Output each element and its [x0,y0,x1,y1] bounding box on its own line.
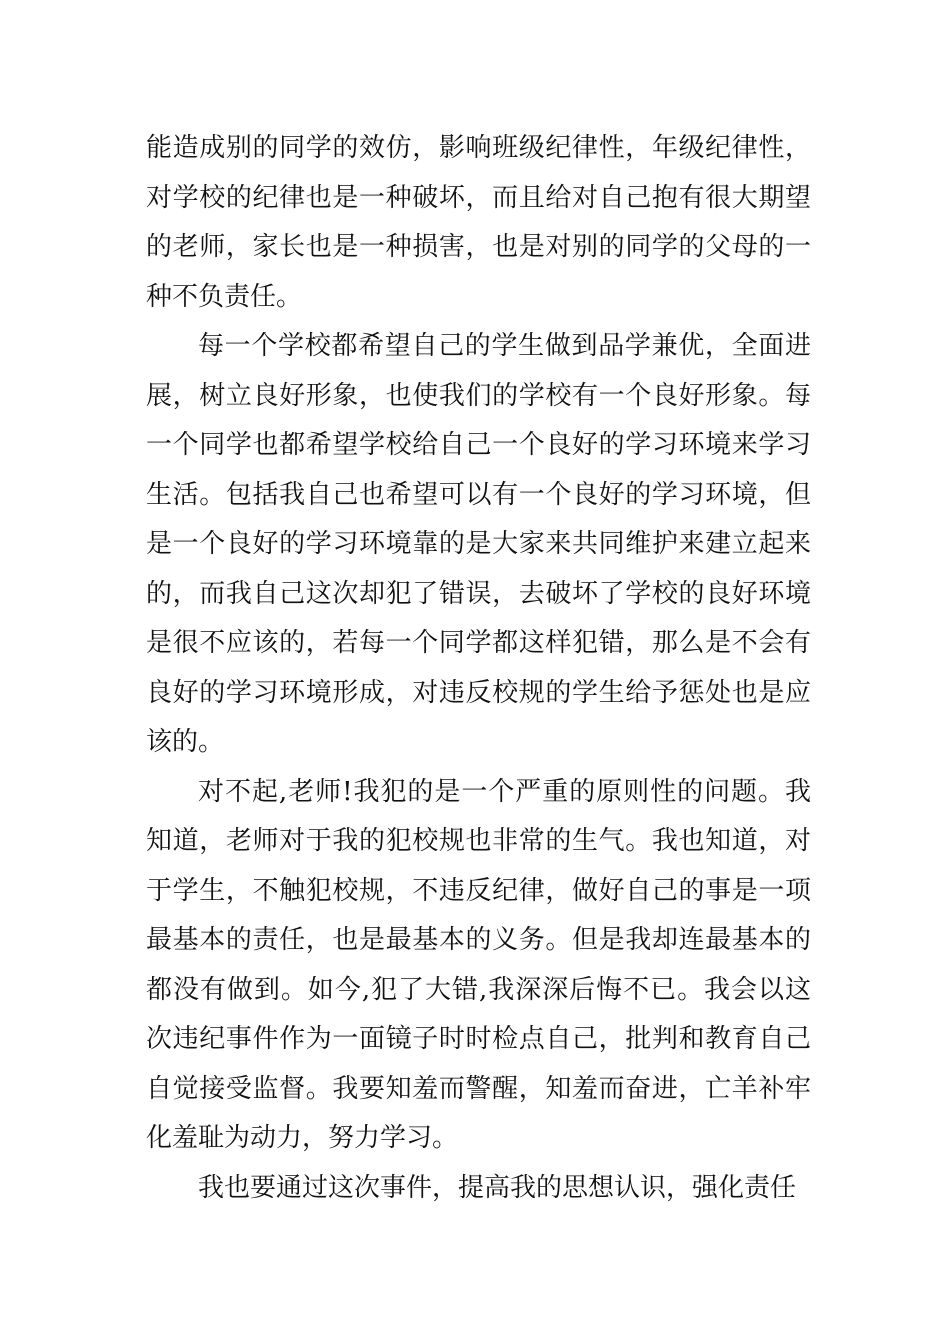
paragraph-3: 对不起,老师!我犯的是一个严重的原则性的问题。我知道，老师对于我的犯校规也非常的生气。我也知道，对于学生，不触犯校规，不违反纪律，做好自己的事是一项最基本的责任，也是最基本的义务。但是我却连最基本的都没有做到。如今,犯了大错,我深深后悔不已。我会以这次违纪事件作为一面镜子时时检点自己，批判和教育自己自觉接受监督。我要知羞而警醒，知羞而奋进，亡羊补牢化羞耻为动力，努力学习。 [146,776,811,1153]
paragraph-1: 能造成别的同学的效仿，影响班级纪律性，年级纪律性，对学校的纪律也是一种破坏，而且给对自己抱有很大期望的老师，家长也是一种损害，也是对别的同学的父母的一种不负责任。 [146,133,811,312]
document-body [146,124,811,1213]
paragraph-2: 每一个学校都希望自己的学生做到品学兼优，全面进展，树立良好形象，也使我们的学校有一个良好形象。每一个同学也都希望学校给自己一个良好的学习环境来学习生活。包括我自己也希望可以有一个良好的学习环境，但是一个良好的学习环境靠的是大家来共同维护来建立起来的，而我自己这次却犯了错误，去破坏了学校的良好环境是很不应该的，若每一个同学都这样犯错，那么是不会有良好的学习环境形成，对违反校规的学生给予惩处也是应该的。 [146,331,811,757]
paragraph-4: 我也要通过这次事件，提高我的思想认识，强化责任 [198,1172,797,1203]
